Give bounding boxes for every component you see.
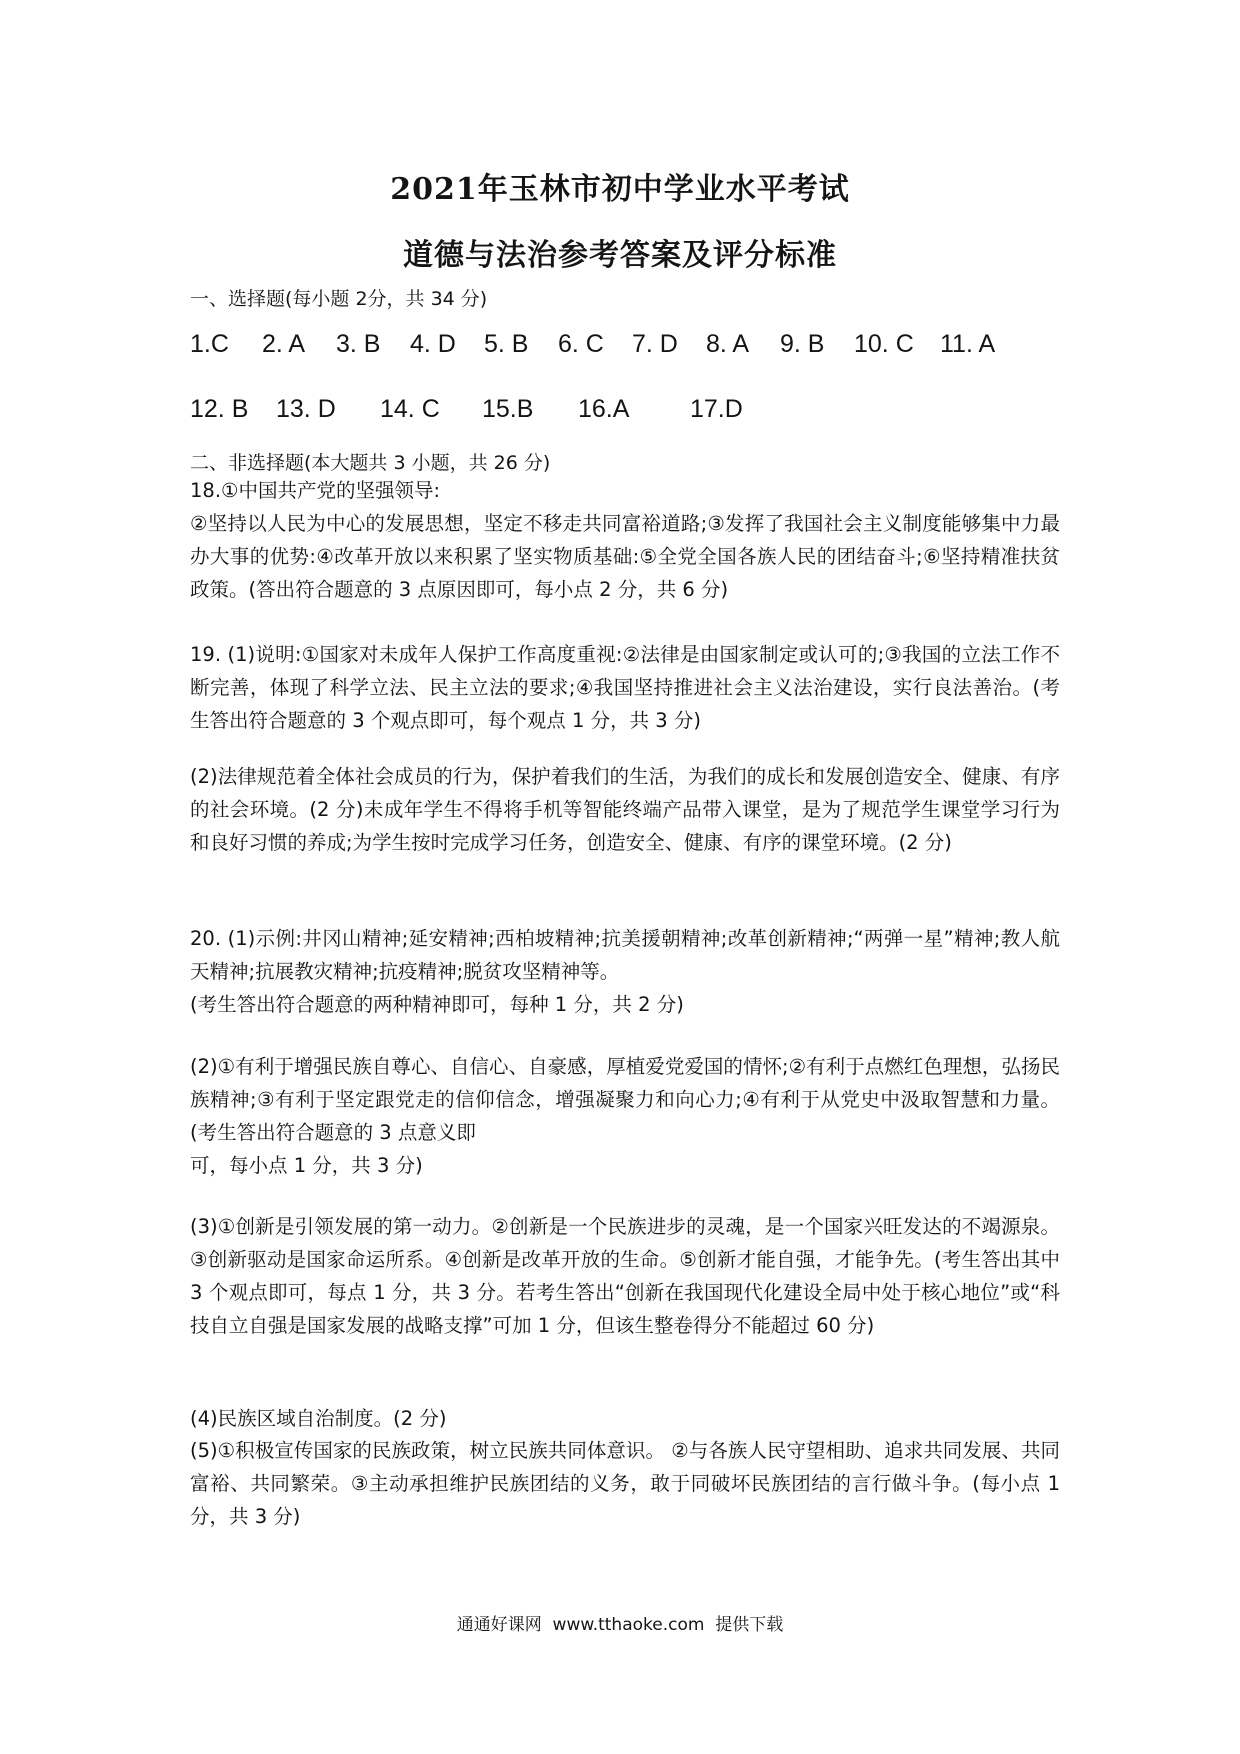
page-subtitle: 道德与法治参考答案及评分标准 [403, 238, 837, 273]
answer-paragraph: 19. (1)说明:①国家对未成年人保护工作高度重视:②法律是由国家制定或认可的;③我国的立法工作不断完善，体现了科学立法、民主立法的要求;④我国坚持推进社会主义法治建设，实行良法善治。(考生答出符合题意的 3 个观点即可，每个观点 1 分，共 3 分) [190, 643, 1060, 732]
answer-paragraph: (3)①创新是引领发展的第一动力。②创新是一个民族进步的灵魂，是一个国家兴旺发达的不竭源泉。③创新驱动是国家命运所系。④创新是改革开放的生命。⑤创新才能自强，才能争先。(考生答出其中 3 个观点即可，每点 1 分，共 3 分。若考生答出“创新在我国现代化建设全局中处于核心地位”或“科技自立自强是国家发展的战略支撑”可加 1 分，但该生整卷得分不能超过 60 分) [190, 1215, 1060, 1337]
answer-paragraph: (4)民族区域自治制度。(2 分) [190, 1407, 447, 1430]
answer-item: 2. A [262, 330, 306, 358]
answer-item: 16.A [578, 395, 630, 423]
answer-item: 1.C [190, 330, 229, 358]
section-heading-choice: 一、选择题(每小题 2分，共 34 分) [190, 288, 488, 310]
answer-item: 15.B [482, 395, 534, 423]
answer-item: 8. A [706, 330, 750, 358]
answer-paragraph: 18.①中国共产党的坚强领导: [190, 479, 441, 502]
answer-item: 3. B [336, 330, 381, 358]
answer-q20-part2 [190, 1050, 1060, 1182]
page-title: 2021年玉林市初中学业水平考试 [390, 172, 850, 207]
answer-paragraph: (2)法律规范着全体社会成员的行为，保护着我们的生活，为我们的成长和发展创造安全、健康、有序的社会环境。(2 分)未成年学生不得将手机等智能终端产品带入课堂，是为了规范学生课堂学习行为和良好习惯的养成;为学生按时完成学习任务，创造安全、健康、有序的课堂环境。(2 分) [190, 765, 1060, 854]
answer-paragraph: 可，每小点 1 分，共 3 分) [190, 1154, 423, 1177]
section-heading-non-choice: 二、非选择题(本大题共 3 小题，共 26 分) [190, 452, 551, 474]
answer-item: 7. D [632, 330, 678, 358]
answer-item: 14. C [380, 395, 440, 423]
answer-item: 11. A [940, 330, 996, 358]
answer-q19-part1 [190, 638, 1060, 737]
answer-q20-part1 [190, 922, 1060, 1021]
answer-paragraph: (考生答出符合题意的两种精神即可，每种 1 分，共 2 分) [190, 993, 684, 1016]
answer-paragraph: (2)①有利于增强民族自尊心、自信心、自豪感，厚植爱党爱国的情怀;②有利于点燃红色理想，弘扬民族精神;③有利于坚定跟党走的信仰信念，增强凝聚力和向心力;④有利于从党史中汲取智慧和力量。(考生答出符合题意的 3 点意义即 [190, 1055, 1060, 1144]
answer-q20-part4 [190, 1402, 1060, 1435]
page-footer: 通通好课网 www.tthaoke.com 提供下载 [456, 1615, 784, 1635]
answer-q19-part2 [190, 760, 1060, 859]
answer-item: 13. D [276, 395, 336, 423]
answer-q20-part5 [190, 1434, 1060, 1533]
answer-item: 9. B [780, 330, 825, 358]
answer-item: 5. B [484, 330, 529, 358]
answer-paragraph: ②坚持以人民为中心的发展思想，坚定不移走共同富裕道路;③发挥了我国社会主义制度能够集中力最办大事的优势:④改革开放以来积累了坚实物质基础:⑤全党全国各族人民的团结奋斗;⑥坚持精准扶贫政策。(答出符合题意的 3 点原因即可，每小点 2 分，共 6 分) [190, 512, 1060, 601]
answer-q20-part3 [190, 1210, 1060, 1342]
answer-item: 17.D [690, 395, 743, 423]
answer-q18 [190, 474, 1060, 606]
answer-paragraph: 20. (1)示例:井冈山精神;延安精神;西柏坡精神;抗美援朝精神;改革创新精神;“两弹一星”精神;教人航天精神;抗展教灾精神;抗疫精神;脱贫攻坚精神等。 [190, 927, 1060, 983]
answer-item: 12. B [190, 395, 249, 423]
answer-item: 10. C [854, 330, 914, 358]
answer-item: 4. D [410, 330, 456, 358]
answer-paragraph: (5)①积极宣传国家的民族政策，树立民族共同体意识。 ②与各族人民守望相助、追求共同发展、共同富裕、共同繁荣。③主动承担维护民族团结的义务，敢于同破坏民族团结的言行做斗争。(每小点 1 分，共 3 分) [190, 1439, 1060, 1528]
answer-item: 6. C [558, 330, 604, 358]
